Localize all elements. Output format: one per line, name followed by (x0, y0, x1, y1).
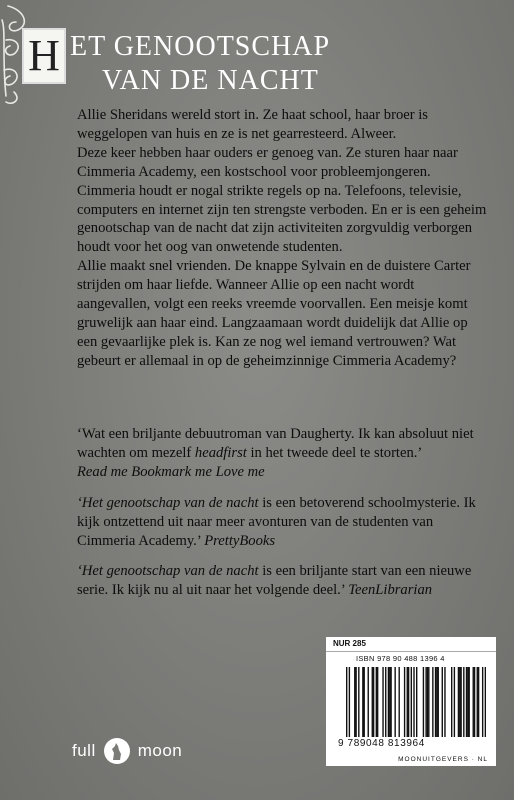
blurb-paragraph: Allie maakt snel vrienden. De knappe Sylvain en de duistere Carter strijden om haar liefde. Wanneer Allie op een nacht wordt aangevallen, volgt een reeks vreemde voorvallen. Een meisje komt gruwelijk aan haar eind. Langzaamaan wordt duidelijk dat Allie op een gevaarlijke plek is. Kan ze nog wel iemand vertrouwen? Wat gebeurt er allemaal in op de geheimzinnige Cimmeria Academy? (77, 258, 471, 369)
moon-wolf-icon (104, 738, 130, 764)
barcode-panel (326, 637, 496, 766)
barcode-icon (346, 667, 486, 737)
review-quote: ‘Het genootschap van de nacht is een betoverend schoolmysterie. Ik kijk ontzettend uit naar meer avonturen van de studenten van Cimmeria Academy.’ PrettyBooks (77, 494, 476, 549)
review-source: Read me Bookmark me Love me (77, 463, 265, 480)
review-source: PrettyBooks (204, 532, 276, 549)
blurb-paragraph: Deze keer hebben haar ouders er genoeg van. Ze sturen haar naar Cimmeria Academy, een kostschool voor probleemjongeren. Cimmeria houdt er nogal strikte regels op na. Telefoons, televisie, computers en internet zijn ten strengste verboden. En er is een geheim genootschap van de nacht dat zijn activiteiten zorgvuldig verborgen houdt voor het oog van onwetende studenten. (77, 144, 487, 256)
review-quotes (77, 425, 492, 612)
review-quote: ‘Wat een briljante debuutroman van Daugherty. Ik kan absoluut niet wachten om mezelf headfirst in het tweede deel te storten.’ Read me Bookmark me Love me (77, 426, 474, 480)
nur-code: NUR 285 (326, 637, 496, 652)
publisher-name: MOONUITGEVERS · NL (398, 756, 488, 763)
blurb-text (77, 106, 487, 371)
title-line-1: ET GENOOTSCHAP (70, 31, 331, 62)
isbn-text: ISBN 978 90 488 1396 4 (356, 654, 445, 663)
title-line-2: VAN DE NACHT (102, 65, 319, 96)
review-source: TeenLibrarian (348, 582, 433, 599)
review-quote: ‘Het genootschap van de nacht is een briljante start van een nieuwe serie. Ik kijk nu al uit naar het volgende deel.’ TeenLibrarian (77, 563, 472, 599)
logo-word-full: full (72, 741, 96, 760)
blurb-paragraph: Allie Sheridans wereld stort in. Ze haat school, haar broer is weggelopen van huis en ze is net gearresteerd. Alweer. (77, 107, 428, 142)
barcode-digits: 9 789048 813964 (338, 738, 425, 749)
book-title (70, 30, 490, 98)
publisher-logo (72, 737, 182, 765)
logo-word-moon: moon (137, 741, 183, 760)
title-dropcap: H (22, 28, 66, 84)
